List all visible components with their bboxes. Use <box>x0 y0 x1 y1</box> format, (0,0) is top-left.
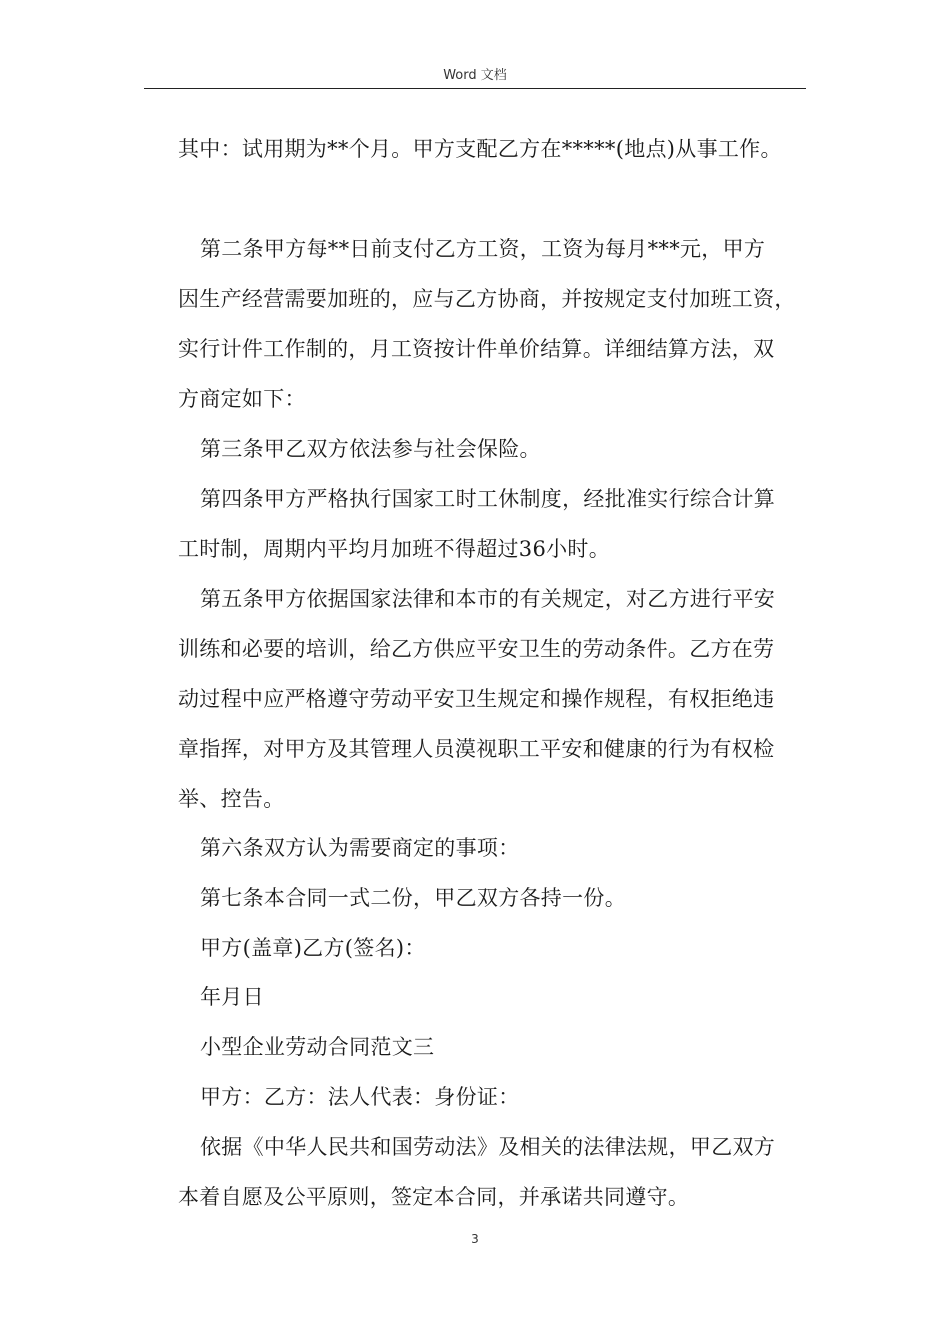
paragraph-article-2 <box>178 224 818 424</box>
paragraph-article-7 <box>178 873 818 923</box>
section-heading <box>178 1022 818 1072</box>
text-line: 第七条本合同一式二份，甲乙双方各持一份。 <box>200 886 626 910</box>
text-line: 第五条甲方依据国家法律和本市的有关规定，对乙方进行平安 <box>200 587 776 611</box>
text-line: 举、控告。 <box>178 787 285 811</box>
text-line: 依据《中华人民共和国劳动法》及相关的法律法规，甲乙双方 <box>200 1135 776 1159</box>
page-header-title: Word 文档 <box>443 68 507 83</box>
text-line: 方商定如下： <box>178 387 306 411</box>
text-line: 章指挥，对甲方及其管理人员漠视职工平安和健康的行为有权检 <box>178 737 775 761</box>
paragraph-article-3 <box>178 424 818 474</box>
paragraph-article-4 <box>178 474 818 574</box>
page-number: 3 <box>471 1232 479 1246</box>
paragraph-date <box>178 972 818 1022</box>
text-line: 工时制，周期内平均月加班不得超过36小时。 <box>178 537 611 561</box>
text-line: 实行计件工作制的，月工资按计件单价结算。详细结算方法，双 <box>178 337 775 361</box>
text-line: 甲方：乙方：法人代表：身份证： <box>200 1085 520 1109</box>
paragraph-trial-period <box>178 124 818 174</box>
paragraph-signatures <box>178 923 818 973</box>
paragraph-article-5 <box>178 574 818 824</box>
text-line: 第四条甲方严格执行国家工时工休制度，经批准实行综合计算 <box>200 487 776 511</box>
header-divider <box>144 88 806 89</box>
text-line: 第六条双方认为需要商定的事项： <box>200 836 520 860</box>
text-line: 因生产经营需要加班的，应与乙方协商，并按规定支付加班工资， <box>178 287 796 311</box>
paragraph-parties <box>178 1072 818 1122</box>
text-line: 动过程中应严格遵守劳动平安卫生规定和操作规程，有权拒绝违 <box>178 687 775 711</box>
text-line: 其中：试用期为**个月。甲方支配乙方在*****(地点)从事工作。 <box>178 137 782 161</box>
text-line: 训练和必要的培训，给乙方供应平安卫生的劳动条件。乙方在劳 <box>178 637 775 661</box>
paragraph-article-6 <box>178 823 818 873</box>
text-line: 甲方(盖章)乙方(签名)： <box>200 936 426 960</box>
paragraph-legal-basis <box>178 1122 818 1222</box>
text-line: 第三条甲乙双方依法参与社会保险。 <box>200 437 541 461</box>
text-line: 本着自愿及公平原则，签定本合同，并承诺共同遵守。 <box>178 1185 690 1209</box>
text-line: 年月日 <box>200 985 264 1009</box>
text-line: 第二条甲方每**日前支付乙方工资，工资为每月***元，甲方 <box>200 237 766 261</box>
text-line: 小型企业劳动合同范文三 <box>200 1035 435 1059</box>
